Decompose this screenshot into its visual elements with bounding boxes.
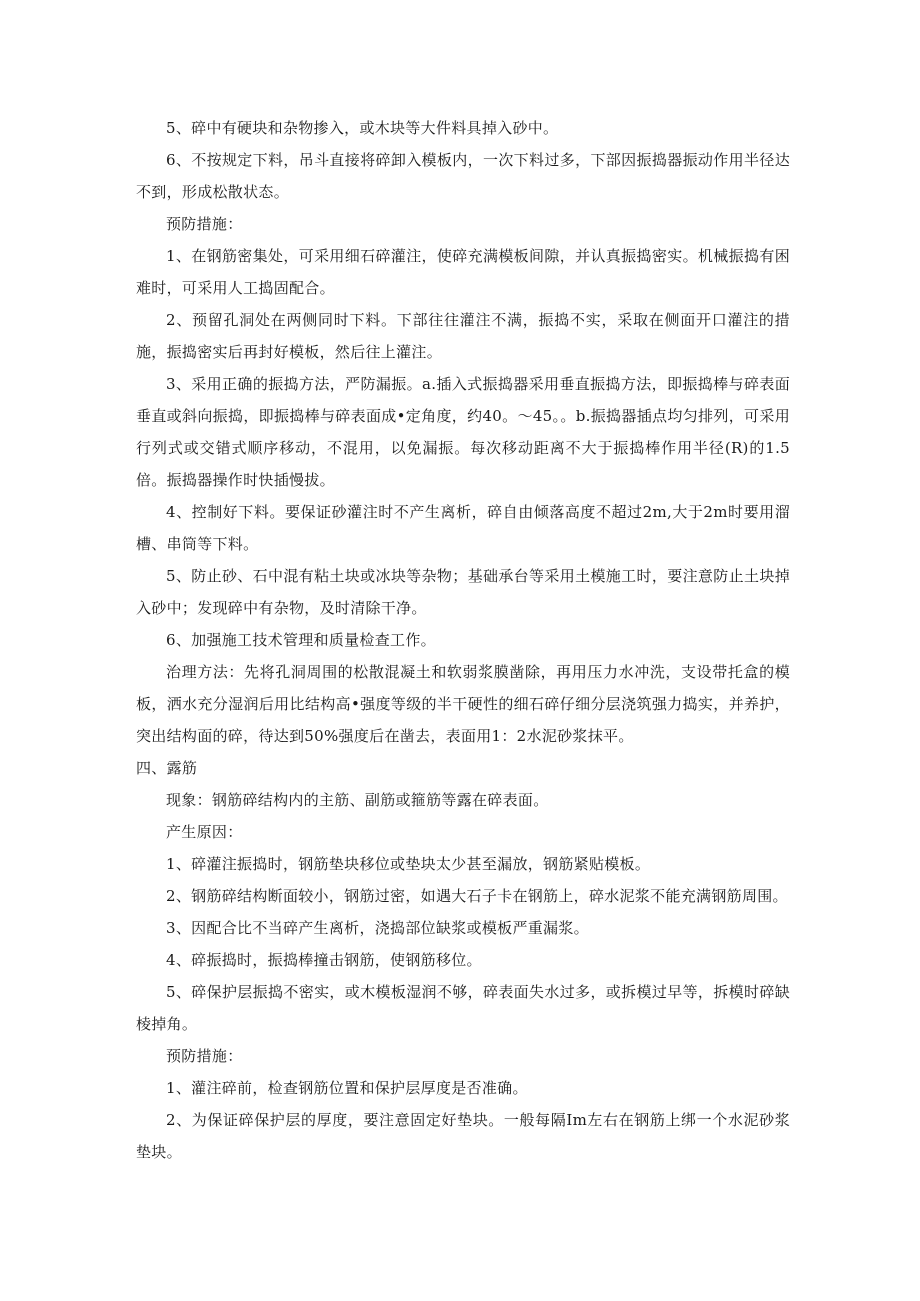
paragraph: 2、钢筋碎结构断面较小，钢筋过密，如遇大石子卡在钢筋上，碎水泥浆不能充满钢筋周围。	[166, 887, 788, 905]
section-heading: 四、露筋	[136, 759, 198, 777]
paragraph: 4、控制好下料。要保证砂灌注时不产生离析，碎自由倾落高度不超过2m,大于2m时要用溜槽、串筒等下料。	[136, 503, 790, 553]
paragraph: 5、碎中有硬块和杂物掺入，或木块等大件料具掉入砂中。	[166, 119, 559, 137]
paragraph: 现象：钢筋碎结构内的主筋、副筋或箍筋等露在碎表面。	[166, 791, 549, 809]
paragraph: 5、防止砂、石中混有粘土块或冰块等杂物；基础承台等采用土模施工时，要注意防止土块掉入砂中；发现碎中有杂物，及时清除干净。	[136, 567, 790, 617]
paragraph: 2、为保证碎保护层的厚度，要注意固定好垫块。一般每隔Im左右在钢筋上绑一个水泥砂浆垫块。	[136, 1111, 790, 1161]
paragraph: 1、在钢筋密集处，可采用细石碎灌注，使碎充满模板间隙，并认真振捣密实。机械振捣有困难时，可采用人工捣固配合。	[136, 247, 790, 297]
paragraph: 6、加强施工技术管理和质量检查工作。	[166, 631, 436, 649]
paragraph: 5、碎保护层振捣不密实，或木模板湿润不够，碎表面失水过多，或拆模过早等，拆模时碎缺棱掉角。	[136, 983, 790, 1033]
paragraph: 预防措施：	[166, 1047, 243, 1065]
paragraph: 2、预留孔洞处在两侧同时下料。下部往往灌注不满，振捣不实，采取在侧面开口灌注的措施，振捣密实后再封好模板，然后往上灌注。	[136, 311, 790, 361]
paragraph: 4、碎振捣时，振捣棒撞击钢筋，使钢筋移位。	[166, 951, 482, 969]
paragraph: 治理方法：先将孔洞周围的松散混凝土和软弱浆膜凿除，再用压力水冲洗，支设带托盒的模板，洒水充分湿润后用比结构高•强度等级的半干硬性的细石碎仔细分层浇筑强力捣实，并养护，突出结构面的碎，待达到50%强度后在凿去，表面用1：2水泥砂浆抹平。	[136, 663, 790, 745]
paragraph: 预防措施：	[166, 215, 243, 233]
paragraph: 6、不按规定下料，吊斗直接将碎卸入模板内，一次下料过多，下部因振捣器振动作用半径达不到，形成松散状态。	[136, 151, 790, 201]
paragraph: 3、因配合比不当碎产生离析，浇捣部位缺浆或模板严重漏浆。	[166, 919, 589, 937]
paragraph: 产生原因：	[166, 823, 243, 841]
paragraph: 1、灌注碎前，检查钢筋位置和保护层厚度是否准确。	[166, 1079, 528, 1097]
paragraph: 1、碎灌注振捣时，钢筋垫块移位或垫块太少甚至漏放，钢筋紧贴模板。	[166, 855, 651, 873]
document-page	[136, 112, 790, 1168]
paragraph: 3、采用正确的振捣方法，严防漏振。a.插入式振捣器采用垂直振捣方法，即振捣棒与碎表面垂直或斜向振捣，即振捣棒与碎表面成•定角度，约40。～45。。b.振捣器插点均匀排列，可采用行列式或交错式顺序移动，不混用，以免漏振。每次移动距离不大于振捣棒作用半径(R)的1.5倍。振捣器操作时快插慢拔。	[136, 375, 790, 489]
